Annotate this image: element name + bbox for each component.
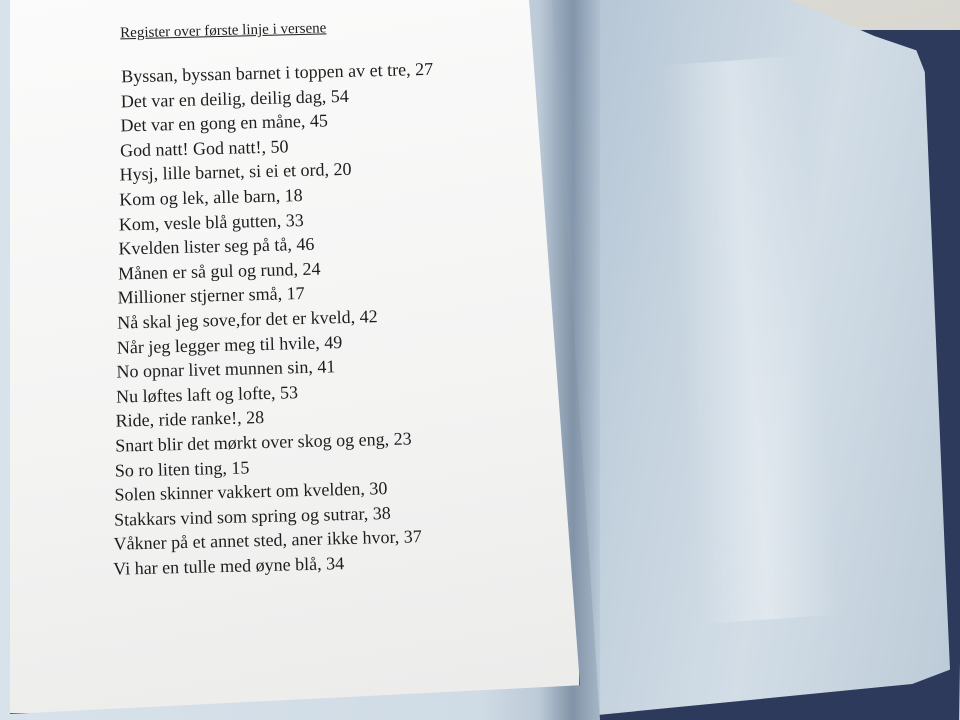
entry-page: 24 <box>302 258 321 279</box>
entry-title: Millioner stjerner små <box>117 283 278 308</box>
entry-page: 17 <box>286 283 305 304</box>
index-entry: Våkner på et annet sted, aner ikke hvor, 37 <box>113 526 422 555</box>
entry-page: 34 <box>325 552 345 574</box>
entry-title: Stakkars vind som spring og sutrar <box>113 503 364 530</box>
entry-page: 41 <box>317 356 336 377</box>
index-entry: No opnar livet munnen sin, 41 <box>116 356 336 382</box>
entry-title: Kom, vesle blå gutten <box>118 210 278 235</box>
index-entry: So ro liten ting, 15 <box>114 456 250 481</box>
entry-title: Når jeg legger meg til hvile <box>116 332 316 358</box>
entry-title: Vi har en tulle med øyne blå <box>113 553 318 579</box>
entry-title: Byssan, byssan barnet i toppen av et tre <box>120 59 407 87</box>
entry-title: No opnar livet munnen sin <box>116 357 309 382</box>
index-entry: Kom og lek, alle barn, 18 <box>119 184 303 210</box>
index-entry: Solen skinner vakkert om kvelden, 30 <box>114 478 388 505</box>
entry-page: 15 <box>231 456 250 478</box>
index-entry: Når jeg legger meg til hvile, 49 <box>116 331 343 358</box>
entry-page: 38 <box>372 502 391 524</box>
entry-title: Snart blir det mørkt over skog og eng <box>115 428 385 456</box>
index-entry: Byssan, byssan barnet i toppen av et tre, 27 <box>120 58 434 87</box>
entry-title: God natt! God natt! <box>119 136 262 161</box>
entry-page: 37 <box>403 526 422 547</box>
entry-title: Ride, ride ranke! <box>115 407 238 431</box>
entry-title: Det var en deilig, deilig dag <box>120 86 322 112</box>
entry-page: 28 <box>245 407 265 428</box>
entry-page: 54 <box>330 85 349 106</box>
entry-title: Solen skinner vakkert om kvelden <box>114 478 361 505</box>
index-entry: Nå skal jeg sove,for det er kveld, 42 <box>117 306 378 333</box>
entry-page: 50 <box>270 136 289 157</box>
index-entry: Stakkars vind som spring og sutrar, 38 <box>113 502 391 530</box>
entry-title: Våkner på et annet sted, aner ikke hvor <box>113 527 395 555</box>
index-entry: Hysj, lille barnet, si ei et ord, 20 <box>119 159 352 185</box>
entry-title: Hysj, lille barnet, si ei et ord <box>119 159 325 185</box>
index-entry: Det var en deilig, deilig dag, 54 <box>120 85 349 112</box>
entry-page: 30 <box>369 478 388 499</box>
entry-page: 53 <box>279 381 299 403</box>
index-entry: God natt! God natt!, 50 <box>119 136 289 161</box>
index-list <box>97 54 549 581</box>
entry-page: 27 <box>414 58 434 80</box>
index-entry: Snart blir det mørkt over skog og eng, 23 <box>115 428 412 456</box>
entry-page: 45 <box>309 110 329 131</box>
index-heading: Register over første linje i versene <box>119 20 327 42</box>
entry-page: 42 <box>359 306 378 327</box>
index-content <box>96 15 549 581</box>
index-entry: Kvelden lister seg på tå, 46 <box>118 233 315 259</box>
entry-title: Nå skal jeg sove,for det er kveld <box>117 306 351 333</box>
index-entry: Kom, vesle blå gutten, 33 <box>118 209 305 235</box>
entry-title: Månen er så gul og rund <box>117 259 294 284</box>
entry-title: Det var en gong en måne <box>120 111 302 136</box>
index-entry: Det var en gong en måne, 45 <box>120 110 329 136</box>
index-entry: Vi har en tulle med øyne blå, 34 <box>113 552 345 579</box>
entry-page: 46 <box>296 233 315 255</box>
entry-page: 23 <box>393 428 412 449</box>
entry-page: 20 <box>333 159 352 180</box>
entry-title: Nu løftes laft og lofte <box>115 382 272 407</box>
entry-page: 33 <box>285 209 305 230</box>
entry-page: 49 <box>323 331 343 353</box>
index-entry: Nu løftes laft og lofte, 53 <box>115 381 299 407</box>
index-entry: Millioner stjerner små, 17 <box>117 283 305 308</box>
entry-title: So ro liten ting <box>114 457 223 481</box>
index-entry: Ride, ride ranke!, 28 <box>115 407 265 431</box>
index-entry: Månen er så gul og rund, 24 <box>117 258 321 284</box>
entry-title: Kom og lek, alle barn <box>119 185 276 210</box>
entry-page: 18 <box>284 184 303 206</box>
entry-title: Kvelden lister seg på tå <box>118 234 288 259</box>
